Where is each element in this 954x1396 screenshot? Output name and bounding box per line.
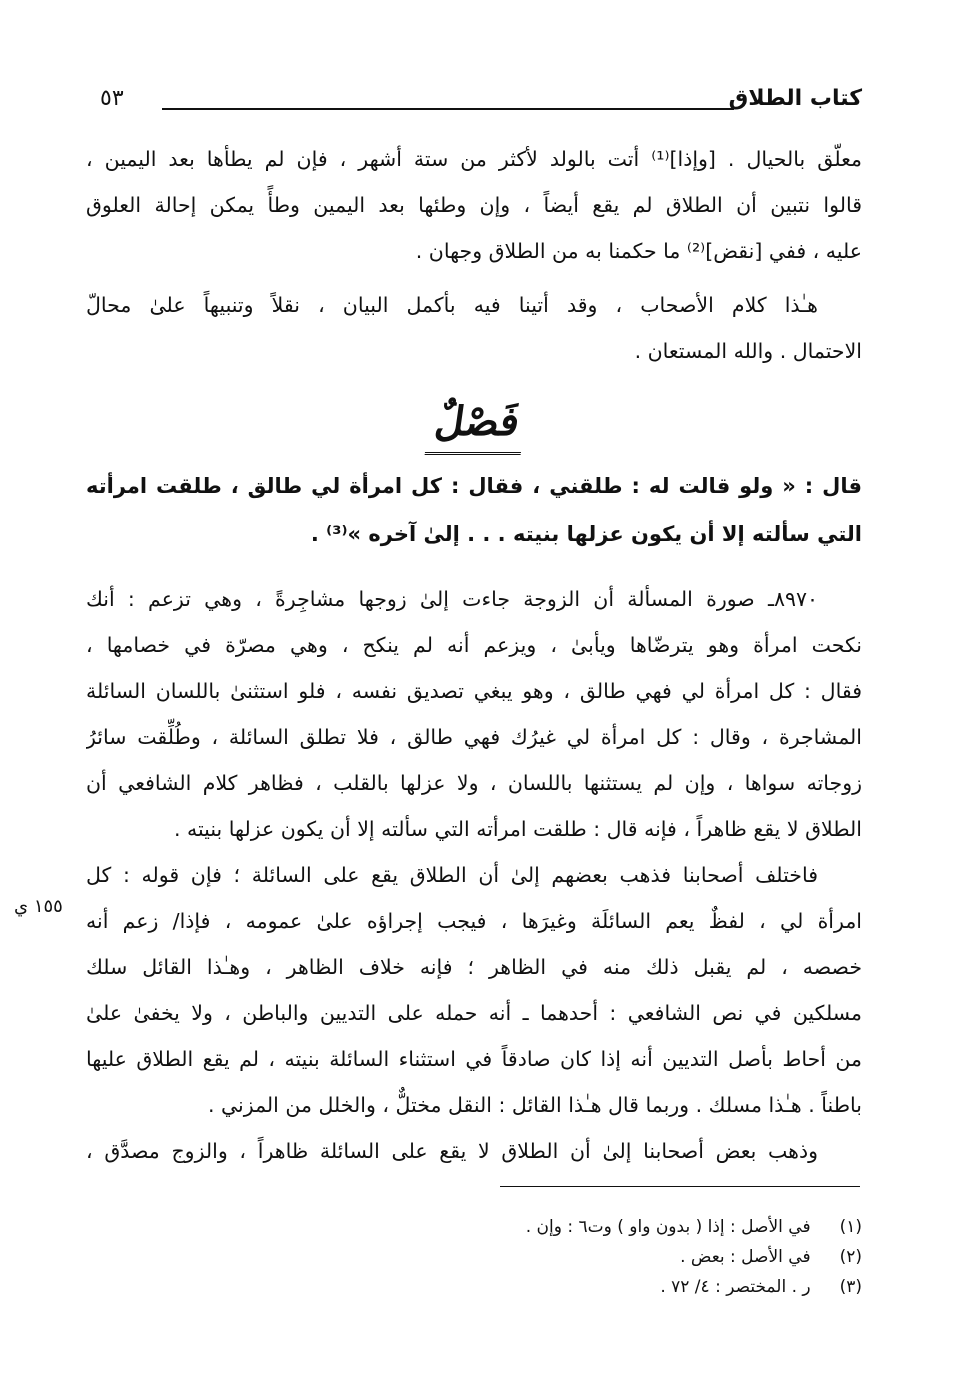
footnote-number: (٣) xyxy=(839,1277,862,1297)
footnote-rule xyxy=(500,1186,860,1187)
text-line: خصصه ، لم يقبل ذلك منه في الظاهر ؛ فإنه خلاف الظاهر ، وهـٰذا القائل سلك xyxy=(86,955,862,979)
text-line: من أحاط بأصل التديين أنه إذا كان صادقاً في استثناء السائلة بنيته ، لم يقع الطلاق عليها xyxy=(86,1047,862,1071)
text-line: معلّق بالحيال . [وإذا]⁽¹⁾ أتت بالولد لأكثر من ستة أشهر ، فإن لم يطأها بعد اليمين ، xyxy=(86,147,862,171)
text-line: هـٰذا كلام الأصحاب ، وقد أتينا فيه بأكمل البيان ، نقلاً وتنبيهاً علىٰ محالّ xyxy=(86,293,818,317)
footnote xyxy=(82,1242,862,1272)
section-heading-text: فَصْلٌ xyxy=(425,392,530,455)
footnote-text: في الأصل : بعض . xyxy=(680,1247,811,1267)
paragraph-4 xyxy=(86,852,862,1128)
footnote-text: ر . المختصر : ٤/ ٧٢ . xyxy=(660,1277,811,1297)
quote-line: التي سألته إلا أن يكون عزلها بنيته . . . إلىٰ آخره »⁽³⁾ . xyxy=(310,522,862,546)
paragraph-3 xyxy=(86,576,862,852)
book-title: كتاب الطلاق xyxy=(728,86,862,111)
text-line: المشاجرة ، وقال : كل امرأة لي غيرُك فهي طالق ، فلا تطلق السائلة ، وطُلِّقت سائرُ xyxy=(86,725,862,749)
section-heading xyxy=(0,392,954,455)
footnote-text: في الأصل : إذا ( بدون واو ) وت٦ : وإن . xyxy=(525,1217,811,1237)
text-line: ٨٩٧٠ـ صورة المسألة أن الزوجة جاءت إلىٰ زوجها مشاجِرةً ، وهي تزعم : أنك xyxy=(86,587,818,611)
running-header xyxy=(100,82,862,122)
text-line: فاختلف أصحابنا فذهب بعضهم إلىٰ أن الطلاق يقع على السائلة ؛ فإن قوله : كل xyxy=(86,863,818,887)
footnotes xyxy=(82,1212,862,1302)
footnote-number: (١) xyxy=(839,1217,862,1237)
text-line: الاحتمال . والله المستعان . xyxy=(634,339,862,363)
page-number: ٥٣ xyxy=(100,86,124,111)
text-line: مسلكين في نص الشافعي : أحدهما ـ أنه حمله على التديين والباطن ، ولا يخفىٰ علىٰ xyxy=(86,1001,862,1025)
header-rule xyxy=(162,108,734,110)
text-line: قالوا نتبين أن الطلاق لم يقع أيضاً ، وإن وطئها بعد اليمين وطأً يمكن إحالة العلوق xyxy=(86,193,862,217)
margin-note: ١٥٥ ي xyxy=(14,896,63,917)
paragraph-5 xyxy=(86,1128,862,1174)
text-line: عليه ، ففي [نقض]⁽²⁾ ما حكمنا به من الطلاق وجهان . xyxy=(415,239,862,263)
text-line: باطناً . هـٰذا مسلك . وربما قال هـٰذا القائل : النقل مختلٌّ ، والخلل من المزني . xyxy=(207,1093,862,1117)
paragraph-2 xyxy=(86,282,862,374)
quote-line: قال : « ولو قالت له : طلقني ، فقال : كل امرأة لي طالق ، طلقت امرأته xyxy=(86,474,862,498)
footnote xyxy=(82,1212,862,1242)
text-line: نكحت امرأة وهو يترضّاها ويأبىٰ ، ويزعم أنه لم ينكح ، وهي مصرّة في خصامها ، xyxy=(86,633,862,657)
text-line: الطلاق لا يقع ظاهراً ، فإنه قال : طلقت امرأته التي سألته إلا أن يكون عزلها بنيته . xyxy=(173,817,862,841)
text-line: زوجاته سواها ، وإن لم يستثنها باللسان ، ولا عزلها بالقلب ، فظاهر كلام الشافعي أن xyxy=(86,771,862,795)
paragraph-1 xyxy=(86,136,862,274)
footnote-number: (٢) xyxy=(839,1247,862,1267)
quoted-text xyxy=(86,462,862,558)
text-line: امرأة لي ، لفظٌ يعم السائلَة وغيرَها ، فيجب إجراؤه علىٰ عمومه ، فإذا/ زعم أنه xyxy=(86,909,862,933)
text-line: وذهب بعض أصحابنا إلىٰ أن الطلاق لا يقع على السائلة ظاهراً ، والزوج مصدَّق ، xyxy=(86,1139,818,1163)
text-line: فقال : كل امرأة لي فهي طالق ، وهو يبغي تصديق نفسه ، فلو استثنىٰ باللسان السائلة xyxy=(86,679,862,703)
footnote xyxy=(82,1272,862,1302)
